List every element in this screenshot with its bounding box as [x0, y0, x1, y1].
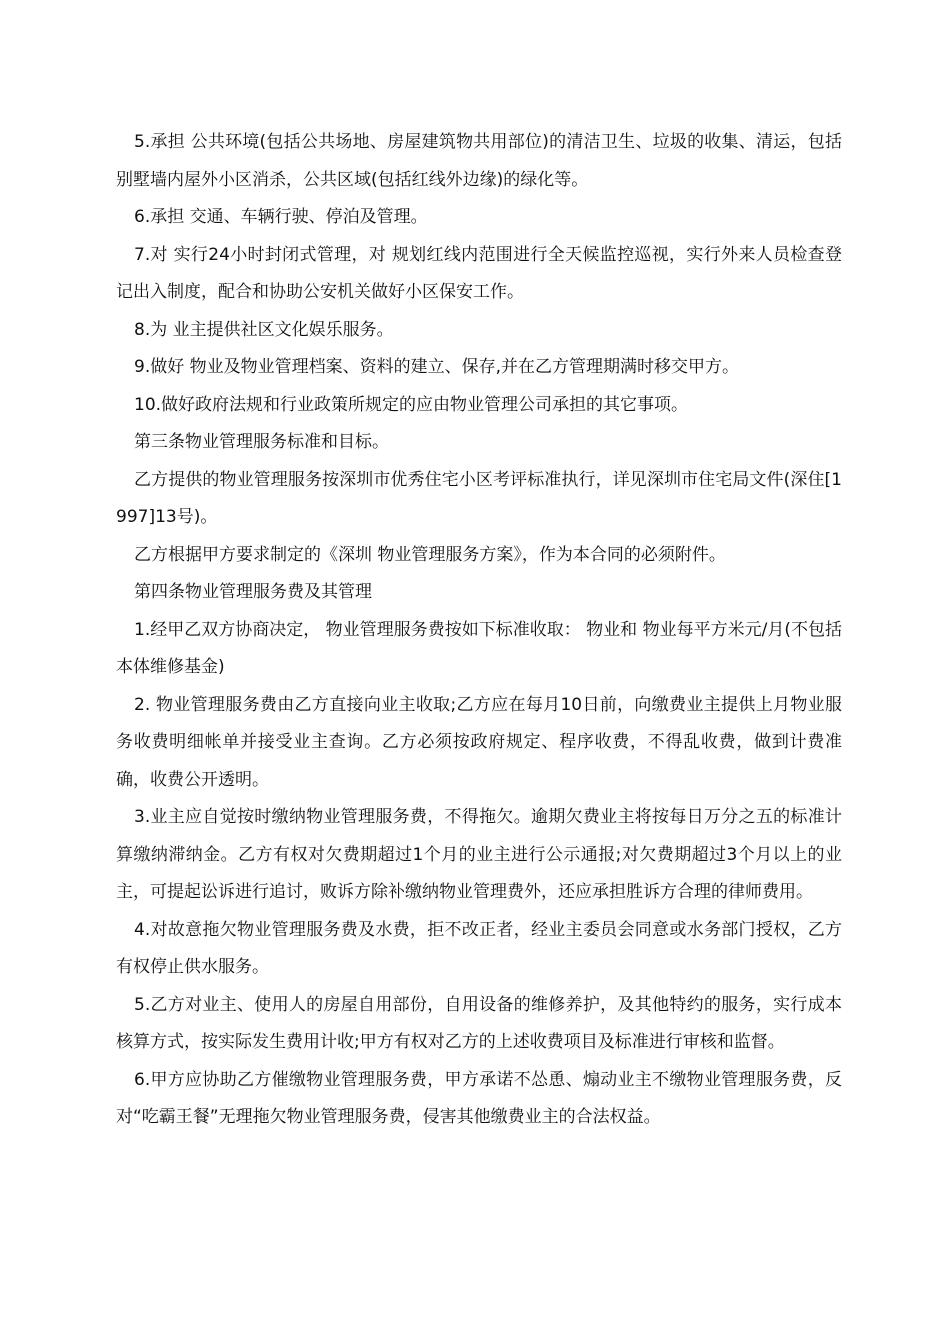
article-heading: 第三条物业管理服务标准和目标。 — [134, 432, 389, 452]
clause-paragraph: 10.做好政府法规和行业政策所规定的应由物业管理公司承担的其它事项。 — [134, 394, 689, 415]
clause-paragraph: 9.做好 物业及物业管理档案、资料的建立、保存,并在乙方管理期满时移交甲方。 — [134, 357, 740, 377]
clause-paragraph: 6.承担 交通、车辆行驶、停泊及管理。 — [134, 207, 428, 227]
clause-paragraph: 5.承担 公共环境(包括公共场地、房屋建筑物共用部位)的清洁卫生、垃圾的收集、清运，包括别墅墙内屋外小区消杀，公共区域(包括红线外边缘)的绿化等。 — [116, 132, 842, 190]
clause-paragraph: 乙方提供的物业管理服务按深圳市优秀住宅小区考评标准执行，详见深圳市住宅局文件(深住[1997]13号)。 — [116, 469, 842, 527]
clause-paragraph: 4.对故意拖欠物业管理服务费及水费，拒不改正者，经业主委员会同意或水务部门授权，乙方有权停止供水服务。 — [116, 919, 842, 977]
clause-paragraph: 5.乙方对业主、使用人的房屋自用部份，自用设备的维修养护，及其他特约的服务，实行成本核算方式，按实际发生费用计收;甲方有权对乙方的上述收费项目及标准进行审核和监督。 — [116, 994, 842, 1052]
article-heading: 第四条物业管理服务费及其管理 — [134, 582, 372, 602]
clause-paragraph: 3.业主应自觉按时缴纳物业管理服务费，不得拖欠。逾期欠费业主将按每日万分之五的标准计算缴纳滞纳金。乙方有权对欠费期超过1个月的业主进行公示通报;对欠费期超过3个月以上的业主，可提起讼诉进行追讨，败诉方除补缴纳物业管理费外，还应承担胜诉方合理的律师费用。 — [116, 807, 842, 902]
clause-paragraph: 乙方根据甲方要求制定的《深圳 物业管理服务方案》，作为本合同的必须附件。 — [134, 544, 726, 565]
clause-paragraph: 1.经甲乙双方协商决定， 物业管理服务费按如下标准收取： 物业和 物业每平方米元/月(不包括本体维修基金) — [116, 619, 842, 677]
clause-paragraph: 2. 物业管理服务费由乙方直接向业主收取;乙方应在每月10日前，向缴费业主提供上月物业服务收费明细帐单并接受业主查询。乙方必须按政府规定、程序收费，不得乱收费，做到计费准确，收费公开透明。 — [116, 694, 842, 790]
clause-paragraph: 8.为 业主提供社区文化娱乐服务。 — [134, 319, 394, 340]
clause-paragraph: 7.对 实行24小时封闭式管理，对 规划红线内范围进行全天候监控巡视，实行外来人员检查登记出入制度，配合和协助公安机关做好小区保安工作。 — [116, 244, 842, 302]
clause-paragraph: 6.甲方应协助乙方催缴物业管理服务费，甲方承诺不怂恿、煽动业主不缴物业管理服务费，反对“吃霸王餐”无理拖欠物业管理服务费，侵害其他缴费业主的合法权益。 — [116, 1069, 842, 1127]
document-body — [116, 124, 842, 1137]
